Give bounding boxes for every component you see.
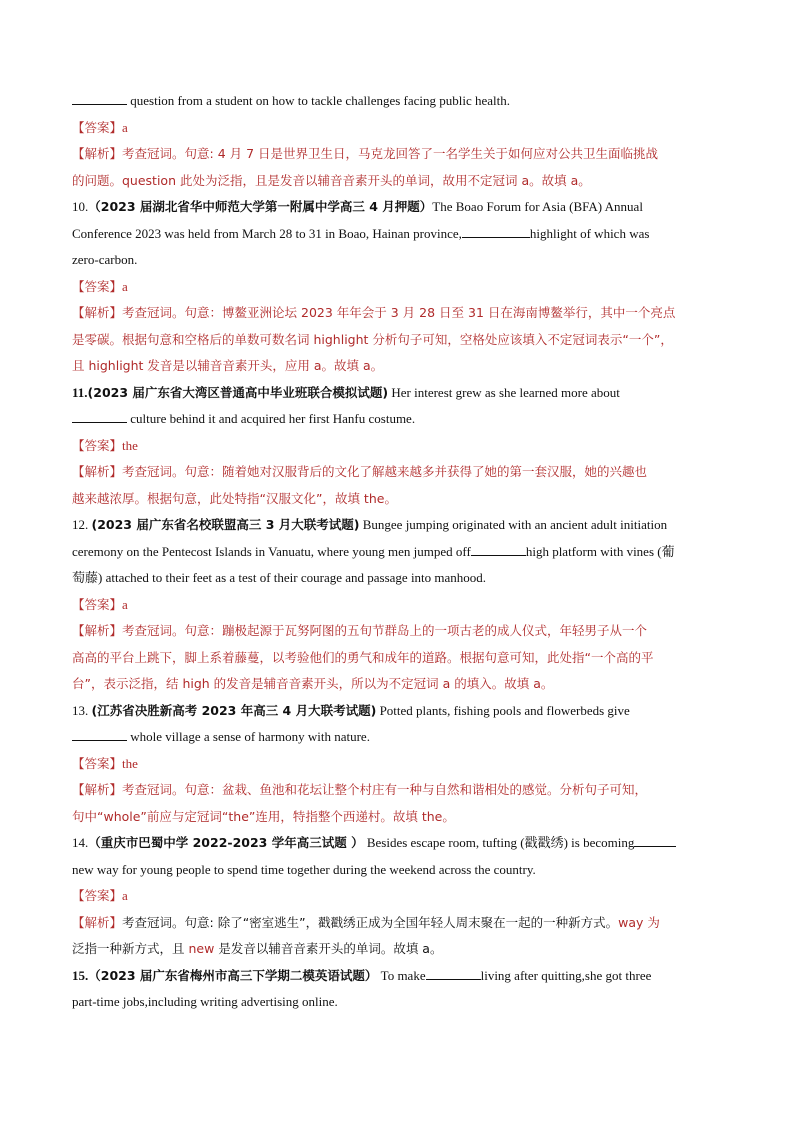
answer-blank[interactable] bbox=[426, 966, 481, 980]
analysis-line: 是零碳。根据句意和空格后的单数可数名词 highlight 分析句子可知，空格处应该填入不定冠词表示“一个”， bbox=[72, 331, 673, 347]
question-10-line3: zero-carbon. bbox=[72, 252, 138, 267]
analysis-line: 【解析】考查冠词。句意: 除了“密室逃生”，戳戳绣正成为全国年轻人周末聚在一起的一种新方式。way 为 bbox=[72, 914, 660, 930]
analysis-line: 越来越浓厚。根据句意，此处特指“汉服文化”，故填 the。 bbox=[72, 490, 397, 506]
analysis-line: 【解析】考查冠词。句意: 4 月 7 日是世界卫生日，马克龙回答了一名学生关于如何应对公共卫生面临挑战 bbox=[72, 146, 659, 161]
answer-blank[interactable] bbox=[72, 727, 127, 741]
question-13-line2: whole village a sense of harmony with nature. bbox=[72, 724, 722, 751]
analysis-line: 【解析】考查冠词。句意：随着她对汉服背后的文化了解越来越多并获得了她的第一套汉服，她的兴趣也 bbox=[72, 464, 648, 479]
answer-line: 【答案】a bbox=[72, 888, 128, 903]
analysis-line: 且 highlight 发音是以辅音音素开头，应用 a。故填 a。 bbox=[72, 358, 384, 373]
question-14: 14.（重庆市巴蜀中学 2022-2023 学年高三试题 ） Besides escape room, tufting (戳戳绣) is becoming bbox=[72, 830, 722, 857]
answer-value: the bbox=[122, 437, 138, 453]
answer-line: 【答案】a bbox=[72, 596, 128, 612]
analysis-line: 台”，表示泛指，结 high 的发音是辅音音素开头，所以为不定冠词 a 的填入。故填 a。 bbox=[72, 676, 554, 691]
answer-line bbox=[72, 115, 722, 142]
question-14-line2: new way for young people to spend time together during the weekend across the country. bbox=[72, 861, 536, 877]
question-12-line3: 萄藤) attached to their feet as a test of their courage and passage into manhood. bbox=[72, 570, 487, 585]
question-source: （2023 届湖北省华中师范大学第一附属中学高三 4 月押题） bbox=[88, 199, 433, 214]
answer-value: the bbox=[122, 755, 138, 771]
question-source: （2023 届广东省梅州市高三下学期二模英语试题） bbox=[88, 967, 378, 983]
answer-tag: 【答案】 bbox=[72, 119, 123, 135]
answer-blank[interactable] bbox=[72, 409, 127, 423]
question-source: （重庆市巴蜀中学 2022-2023 学年高三试题 ） bbox=[88, 835, 364, 850]
analysis-tag: 【解析】 bbox=[72, 146, 123, 161]
answer-line: 【答案】the bbox=[72, 437, 138, 453]
question-12-line2: ceremony on the Pentecost Islands in Vanuatu, where young men jumped off high platform with vines (葡 bbox=[72, 543, 675, 559]
analysis-line: 【解析】考查冠词。句意：盆栽、鱼池和花坛让整个村庄有一种与自然和谐相处的感觉。分析句子可知， bbox=[72, 782, 648, 797]
worksheet-page bbox=[72, 88, 722, 1016]
question-11-line2: culture behind it and acquired her first Hanfu costume. bbox=[72, 406, 722, 433]
question-13: 13. (江苏省决胜新高考 2023 年高三 4 月大联考试题) Potted plants, fishing pools and flowerbeds give bbox=[72, 702, 630, 718]
answer-value: a bbox=[122, 596, 128, 612]
question-15: 15.（2023 届广东省梅州市高三下学期二模英语试题） To make living after quitting,she got three bbox=[72, 967, 652, 983]
analysis-line: 的问题。question 此处为泛指，且是发音以辅音音素开头的单词，故用不定冠词 a。故填 a。 bbox=[72, 172, 591, 188]
answer-blank[interactable] bbox=[634, 833, 676, 847]
question-12: 12. (2023 届广东省名校联盟高三 3 月大联考试题) Bungee jumping originated with an ancient adult initiation bbox=[72, 517, 668, 532]
answer-blank[interactable] bbox=[471, 542, 526, 556]
answer-blank[interactable] bbox=[72, 91, 127, 105]
analysis-line: 【解析】考查冠词。句意：博鳌亚洲论坛 2023 年年会于 3 月 28 日至 31 日在海南博鳌举行，其中一个亮点 bbox=[72, 305, 676, 320]
question-10-line2: Conference 2023 was held from March 28 to 31 in Boao, Hainan province, highlight of which was bbox=[72, 225, 650, 241]
analysis-line: 高高的平台上跳下，脚上系着藤蔓，以考验他们的勇气和成年的道路。根据句意可知，此处指“一个高的平 bbox=[72, 649, 654, 665]
question-11: 11.(2023 届广东省大湾区普通高中毕业班联合模拟试题) Her interest grew as she learned more about bbox=[72, 384, 620, 400]
answer-value: a bbox=[122, 119, 128, 135]
answer-line: 【答案】the bbox=[72, 755, 138, 771]
analysis-line: 句中“whole”前应与定冠词“the”连用，特指整个西递村。故填 the。 bbox=[72, 808, 455, 824]
answer-value: a bbox=[122, 888, 128, 903]
question-10: 10.（2023 届湖北省华中师范大学第一附属中学高三 4 月押题）The Boao Forum for Asia (BFA) Annual bbox=[72, 199, 643, 214]
question-source: (2023 届广东省名校联盟高三 3 月大联考试题) bbox=[91, 517, 360, 532]
question-15-line2: part-time jobs,including writing advertising online. bbox=[72, 994, 338, 1009]
question-source: (江苏省决胜新高考 2023 年高三 4 月大联考试题) bbox=[91, 702, 377, 718]
answer-blank[interactable] bbox=[462, 224, 530, 238]
answer-line: 【答案】a bbox=[72, 278, 128, 294]
question-continuation: question from a student on how to tackle challenges facing public health. bbox=[72, 88, 722, 115]
analysis-line: 【解析】考查冠词。句意：蹦极起源于瓦努阿图的五旬节群岛上的一项古老的成人仪式，年轻男子从一个 bbox=[72, 623, 648, 638]
analysis-line: 泛指一种新方式，且 new 是发音以辅音音素开头的单词。故填 a。 bbox=[72, 941, 443, 956]
question-source: (2023 届广东省大湾区普通高中毕业班联合模拟试题) bbox=[87, 384, 389, 400]
answer-value: a bbox=[122, 278, 128, 294]
